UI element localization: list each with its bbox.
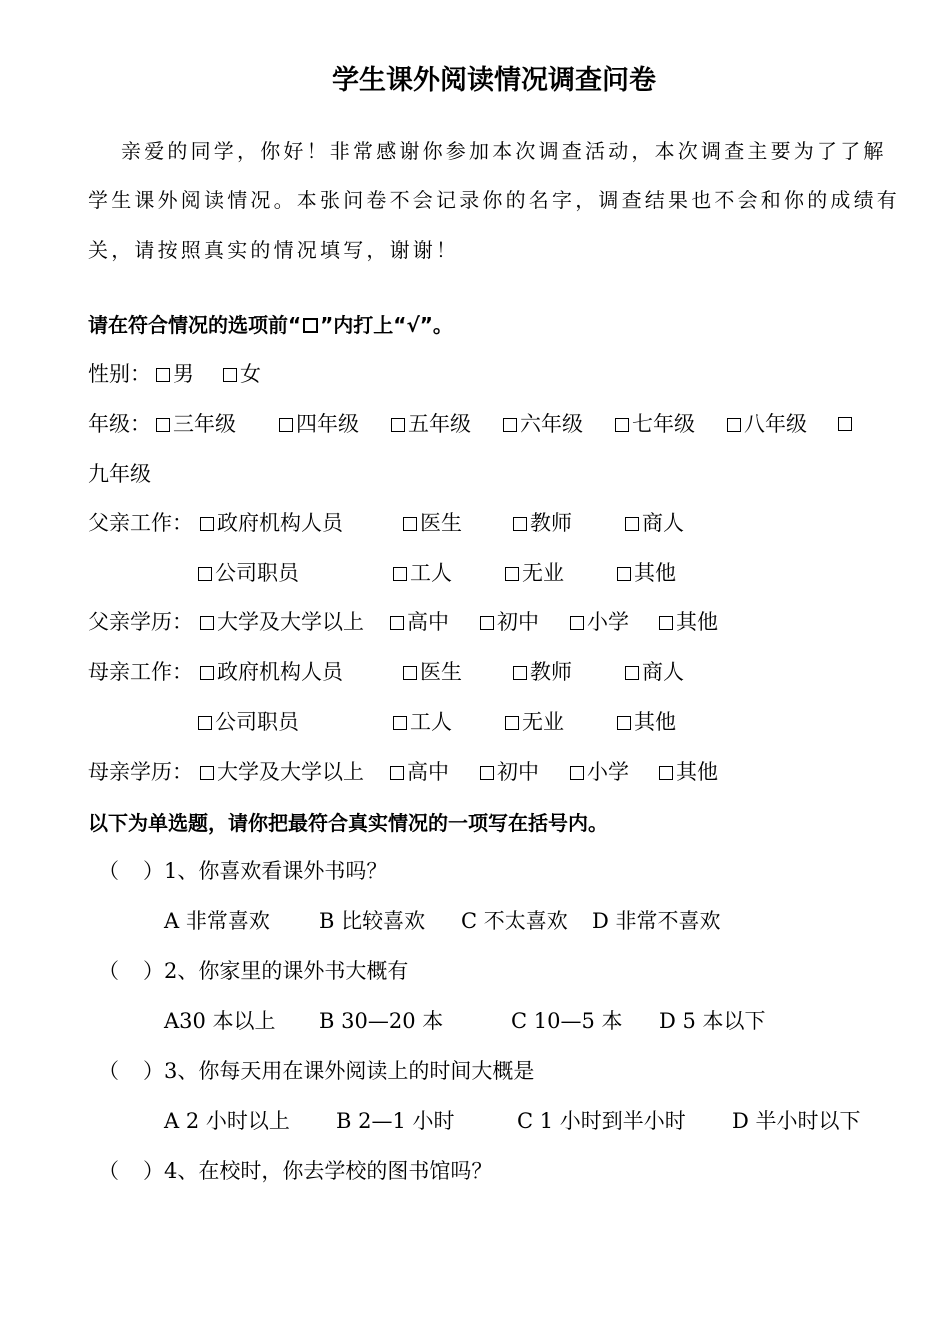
checkbox-icon[interactable] [390,766,404,780]
answer-paren-open: （ [98,1159,119,1183]
mother-job-option-employee[interactable]: 公司职员 [198,712,299,733]
checkbox-icon[interactable] [615,418,629,432]
checkbox-icon[interactable] [200,616,214,630]
question-2-option-a: A30 本以上 [164,1009,276,1033]
checkbox-icon[interactable] [513,666,527,680]
father-edu-option-primary[interactable]: 小学 [570,612,629,633]
question-1-option-d: D 非常不喜欢 [592,909,721,933]
grade-label: 年级： [88,412,151,436]
checkbox-icon[interactable] [403,517,417,531]
checkbox-icon[interactable] [403,666,417,680]
mother-edu-option-middle[interactable]: 初中 [480,762,539,783]
question-3-option-d: D 半小时以下 [732,1109,861,1133]
checkbox-icon[interactable] [200,766,214,780]
question-1-option-a: A 非常喜欢 [164,909,270,933]
checkbox-icon[interactable] [223,368,237,382]
mother-job-label: 母亲工作： [88,660,193,684]
mother-edu-option-highschool[interactable]: 高中 [390,762,449,783]
checkbox-icon[interactable] [505,567,519,581]
grade-option-4[interactable]: 四年级 [279,414,359,435]
father-job-option-unemployed[interactable]: 无业 [505,563,564,584]
answer-paren-close: ） [143,1059,164,1083]
grade-option-3[interactable]: 三年级 [156,414,236,435]
checkbox-icon[interactable] [570,766,584,780]
mother-edu-label: 母亲学历： [88,760,193,784]
father-job-option-doctor[interactable]: 医生 [403,513,462,534]
father-edu-label: 父亲学历： [88,610,193,634]
question-1-text: 1、你喜欢看课外书吗？ [164,859,388,883]
intro-line-3: 关，请按照真实的情况填写，谢谢！ [88,238,460,262]
question-3-option-a: A 2 小时以上 [164,1109,290,1133]
checkbox-icon[interactable] [200,666,214,680]
father-job-option-other[interactable]: 其他 [617,563,676,584]
father-job-option-gov[interactable]: 政府机构人员 [200,513,343,534]
checkbox-icon[interactable] [200,517,214,531]
checkbox-icon[interactable] [625,666,639,680]
grade-option-7[interactable]: 七年级 [615,414,695,435]
answer-paren-close: ） [143,1159,164,1183]
mother-job-option-worker[interactable]: 工人 [393,712,452,733]
page-title: 学生课外阅读情况调查问卷 [332,65,656,96]
checkbox-icon[interactable] [393,716,407,730]
father-edu-option-highschool[interactable]: 高中 [390,612,449,633]
father-job-option-worker[interactable]: 工人 [393,563,452,584]
instruction-text-after: ”内打上“√”。 [320,313,453,337]
intro-line-2: 学生课外阅读情况。本张问卷不会记录你的名字，调查结果也不会和你的成绩有 [88,188,900,212]
answer-paren-open: （ [98,959,119,983]
grade-option-5[interactable]: 五年级 [391,414,471,435]
mother-job-option-unemployed[interactable]: 无业 [505,712,564,733]
question-4-text: 4、在校时，你去学校的图书馆吗？ [164,1159,493,1183]
father-edu-option-university[interactable]: 大学及大学以上 [200,612,364,633]
question-3-option-c: C 1 小时到半小时 [517,1109,686,1133]
answer-blank[interactable] [120,1158,144,1184]
question-2-option-c: C 10—5 本 [511,1009,623,1033]
father-edu-option-other[interactable]: 其他 [659,612,718,633]
question-2-text: 2、你家里的课外书大概有 [164,959,409,983]
grade-option-6[interactable]: 六年级 [503,414,583,435]
checkbox-instruction [88,315,453,335]
question-2-option-d: D 5 本以下 [659,1009,766,1033]
checkbox-square-icon [303,318,318,333]
checkbox-icon[interactable] [503,418,517,432]
mother-edu-option-university[interactable]: 大学及大学以上 [200,762,364,783]
gender-option-female[interactable]: 女 [223,364,261,385]
checkbox-icon[interactable] [480,766,494,780]
checkbox-icon[interactable] [156,418,170,432]
question-1-option-c: C 不太喜欢 [461,909,568,933]
intro-line-1: 亲爱的同学，你好！非常感谢你参加本次调查活动，本次调查主要为了了解 [121,139,887,163]
answer-paren-open: （ [98,1059,119,1083]
checkbox-icon[interactable] [727,418,741,432]
grade-option-8[interactable]: 八年级 [727,414,807,435]
checkbox-icon[interactable] [625,517,639,531]
father-job-option-employee[interactable]: 公司职员 [198,563,299,584]
gender-option-male[interactable]: 男 [156,364,194,385]
checkbox-icon[interactable] [156,368,170,382]
checkbox-icon[interactable] [198,716,212,730]
instruction-text-before: 请在符合情况的选项前“ [88,313,302,337]
checkbox-icon[interactable] [570,616,584,630]
checkbox-icon[interactable] [505,716,519,730]
question-2-option-b: B 30—20 本 [319,1009,444,1033]
answer-paren-close: ） [143,859,164,883]
father-job-option-merchant[interactable]: 商人 [625,513,684,534]
answer-blank[interactable] [120,858,144,884]
mother-edu-option-primary[interactable]: 小学 [570,762,629,783]
father-job-option-teacher[interactable]: 教师 [513,513,572,534]
gender-label: 性别： [88,362,151,386]
father-job-label: 父亲工作： [88,511,193,535]
mother-job-option-other[interactable]: 其他 [617,712,676,733]
checkbox-icon[interactable] [279,418,293,432]
checkbox-icon[interactable] [390,616,404,630]
mother-job-option-gov[interactable]: 政府机构人员 [200,662,343,683]
mother-job-option-merchant[interactable]: 商人 [625,662,684,683]
checkbox-icon[interactable] [617,716,631,730]
answer-blank[interactable] [120,958,144,984]
single-choice-instruction: 以下为单选题，请你把最符合真实情况的一项写在括号内。 [88,811,608,835]
mother-job-option-teacher[interactable]: 教师 [513,662,572,683]
checkbox-icon[interactable] [617,567,631,581]
checkbox-icon[interactable] [659,766,673,780]
mother-edu-option-other[interactable]: 其他 [659,762,718,783]
father-edu-option-middle[interactable]: 初中 [480,612,539,633]
checkbox-icon[interactable] [198,567,212,581]
mother-job-option-doctor[interactable]: 医生 [403,662,462,683]
checkbox-icon[interactable] [659,616,673,630]
checkbox-icon[interactable] [480,616,494,630]
question-3-text: 3、你每天用在课外阅读上的时间大概是 [164,1059,535,1083]
checkbox-icon[interactable] [393,567,407,581]
question-1-option-b: B 比较喜欢 [319,909,426,933]
answer-paren-close: ） [143,959,164,983]
grade-option-9-checkbox[interactable] [838,417,852,431]
checkbox-icon[interactable] [513,517,527,531]
checkbox-icon[interactable] [391,418,405,432]
answer-blank[interactable] [120,1058,144,1084]
answer-paren-open: （ [98,859,119,883]
question-3-option-b: B 2—1 小时 [336,1109,455,1133]
grade-option-9-label[interactable]: 九年级 [88,462,151,486]
